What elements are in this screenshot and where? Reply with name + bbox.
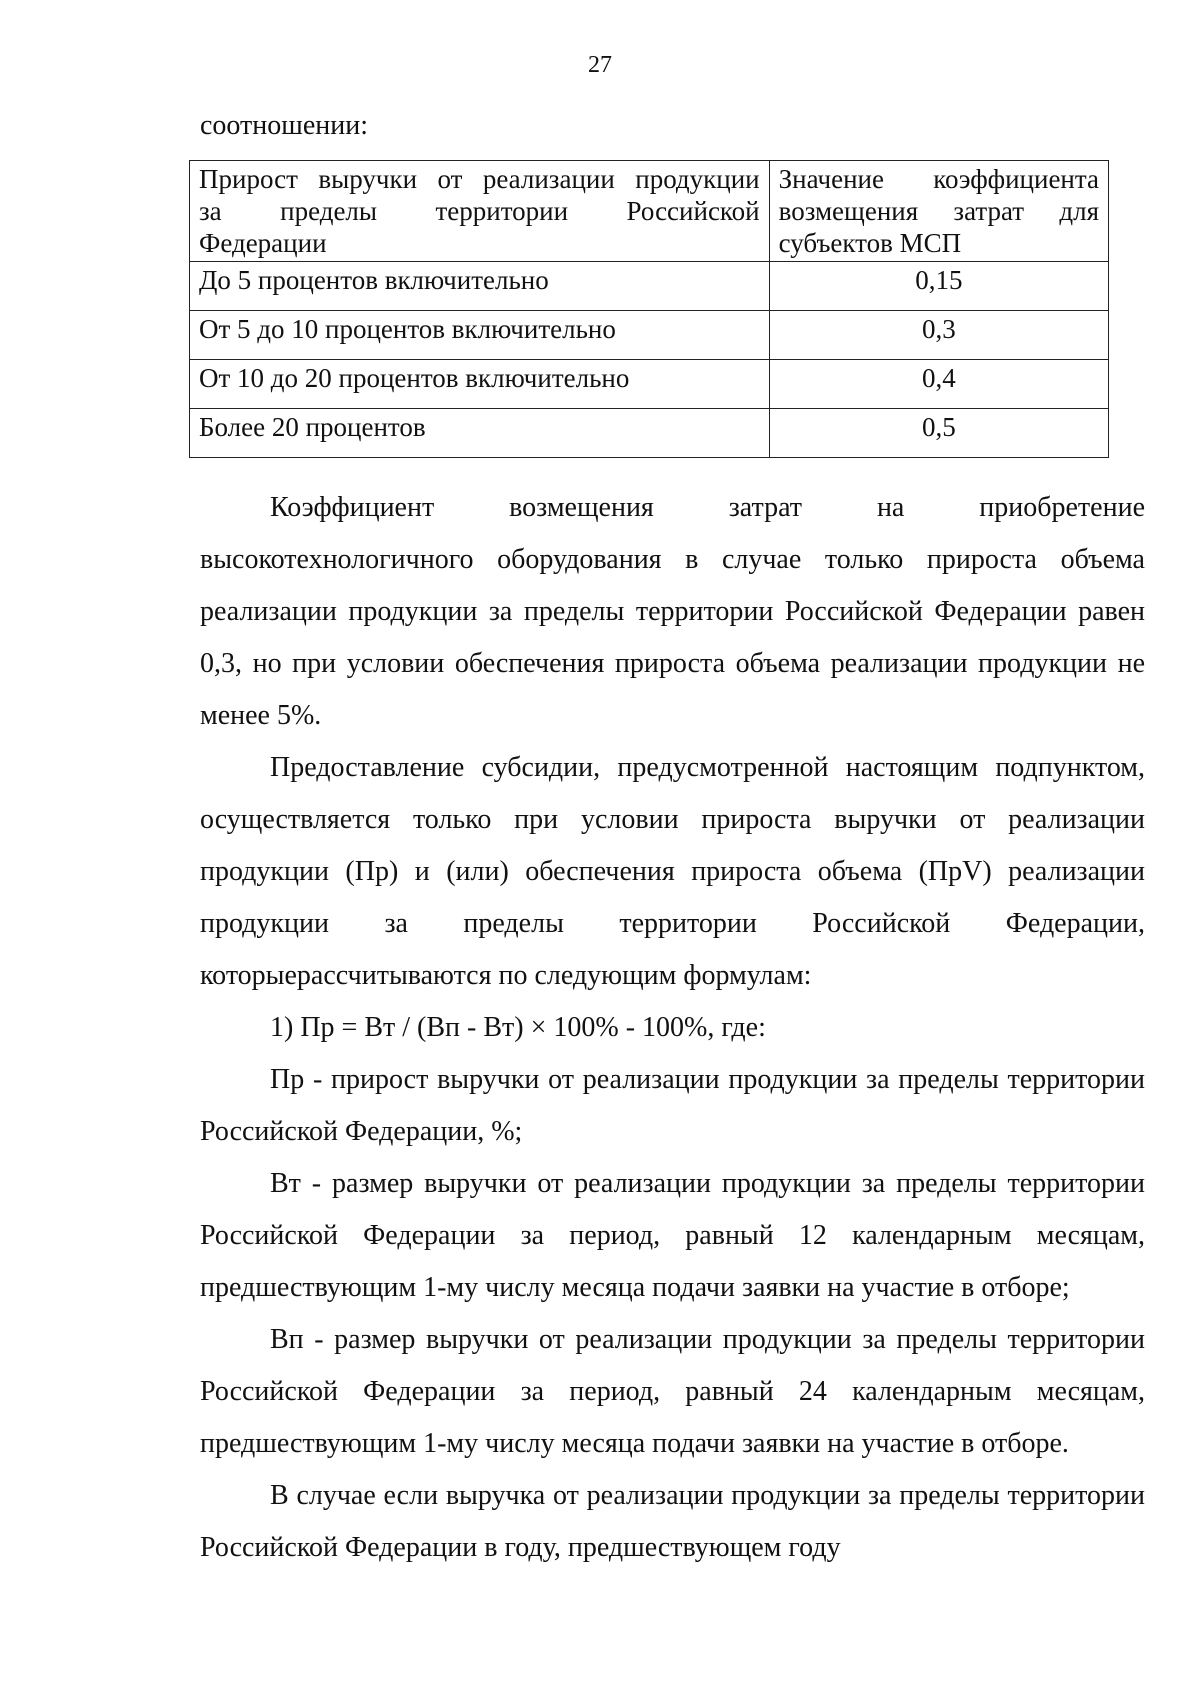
header-growth-line-3: Федерации [199,228,327,258]
table-row [190,360,1109,409]
table-row [190,409,1109,458]
header-coef-line-1: Значение коэффициента [778,164,1099,194]
header-growth-line-2: за пределы территории Российской [199,196,760,226]
row-value: 0,5 [769,409,1108,458]
table-row [190,262,1109,311]
paragraph-last: В случае если выручка от реализации продукции за пределы территории Российской Федерации в году, предшествующем году [200,1480,1145,1563]
body-text [200,482,1145,1574]
paragraph-subsidy-condition: Предоставление субсидии, предусмотренной настоящим подпунктом, осуществляется только при условии прироста выручки от реализации продукции (Пр) и (или) обеспечения прироста объема (ПрV) реализации продукции за пределы территории Российской Федерации, которыерассчитываются по следующим формулам: [200,752,1145,991]
table-row [190,311,1109,360]
row-value: 0,3 [769,311,1108,360]
paragraph-coefficient: Коэффициент возмещения затрат на приобретение высокотехнологичного оборудования в случае только прироста объема реализации продукции за пределы территории Российской Федерации равен 0,3, но при условии обеспечения прироста объема реализации продукции не менее 5%. [200,492,1145,731]
coefficient-table [189,160,1109,458]
header-coef-line-3: субъектов МСП [778,228,962,258]
definition-vp: Вп - размер выручки от реализации продукции за пределы территории Российской Федерации за период, равный 24 календарным месяцам, предшествующим 1-му числу месяца подачи заявки на участие в отборе. [200,1324,1145,1459]
row-label: От 5 до 10 процентов включительно [190,311,770,360]
row-value: 0,15 [769,262,1108,311]
row-label: Более 20 процентов [190,409,770,458]
header-coef-line-2: возмещения затрат для [778,196,1099,226]
page-number: 27 [588,52,612,78]
row-label: От 10 до 20 процентов включительно [190,360,770,409]
formula-line: 1) Пр = Вт / (Вп - Вт) × 100% - 100%, где: [270,1012,766,1043]
row-value: 0,4 [769,360,1108,409]
header-cell-growth [190,161,770,262]
intro-text: соотношении: [200,110,368,141]
header-growth-line-1: Прирост выручки от реализации продукции [199,164,760,194]
header-cell-coefficient [769,161,1108,262]
definition-vt: Вт - размер выручки от реализации продукции за пределы территории Российской Федерации за период, равный 12 календарным месяцам, предшествующим 1-му числу месяца подачи заявки на участие в отборе; [200,1168,1145,1303]
definition-pr: Пр - прирост выручки от реализации продукции за пределы территории Российской Федерации, %; [200,1064,1145,1147]
table-header-row [190,161,1109,262]
row-label: До 5 процентов включительно [190,262,770,311]
